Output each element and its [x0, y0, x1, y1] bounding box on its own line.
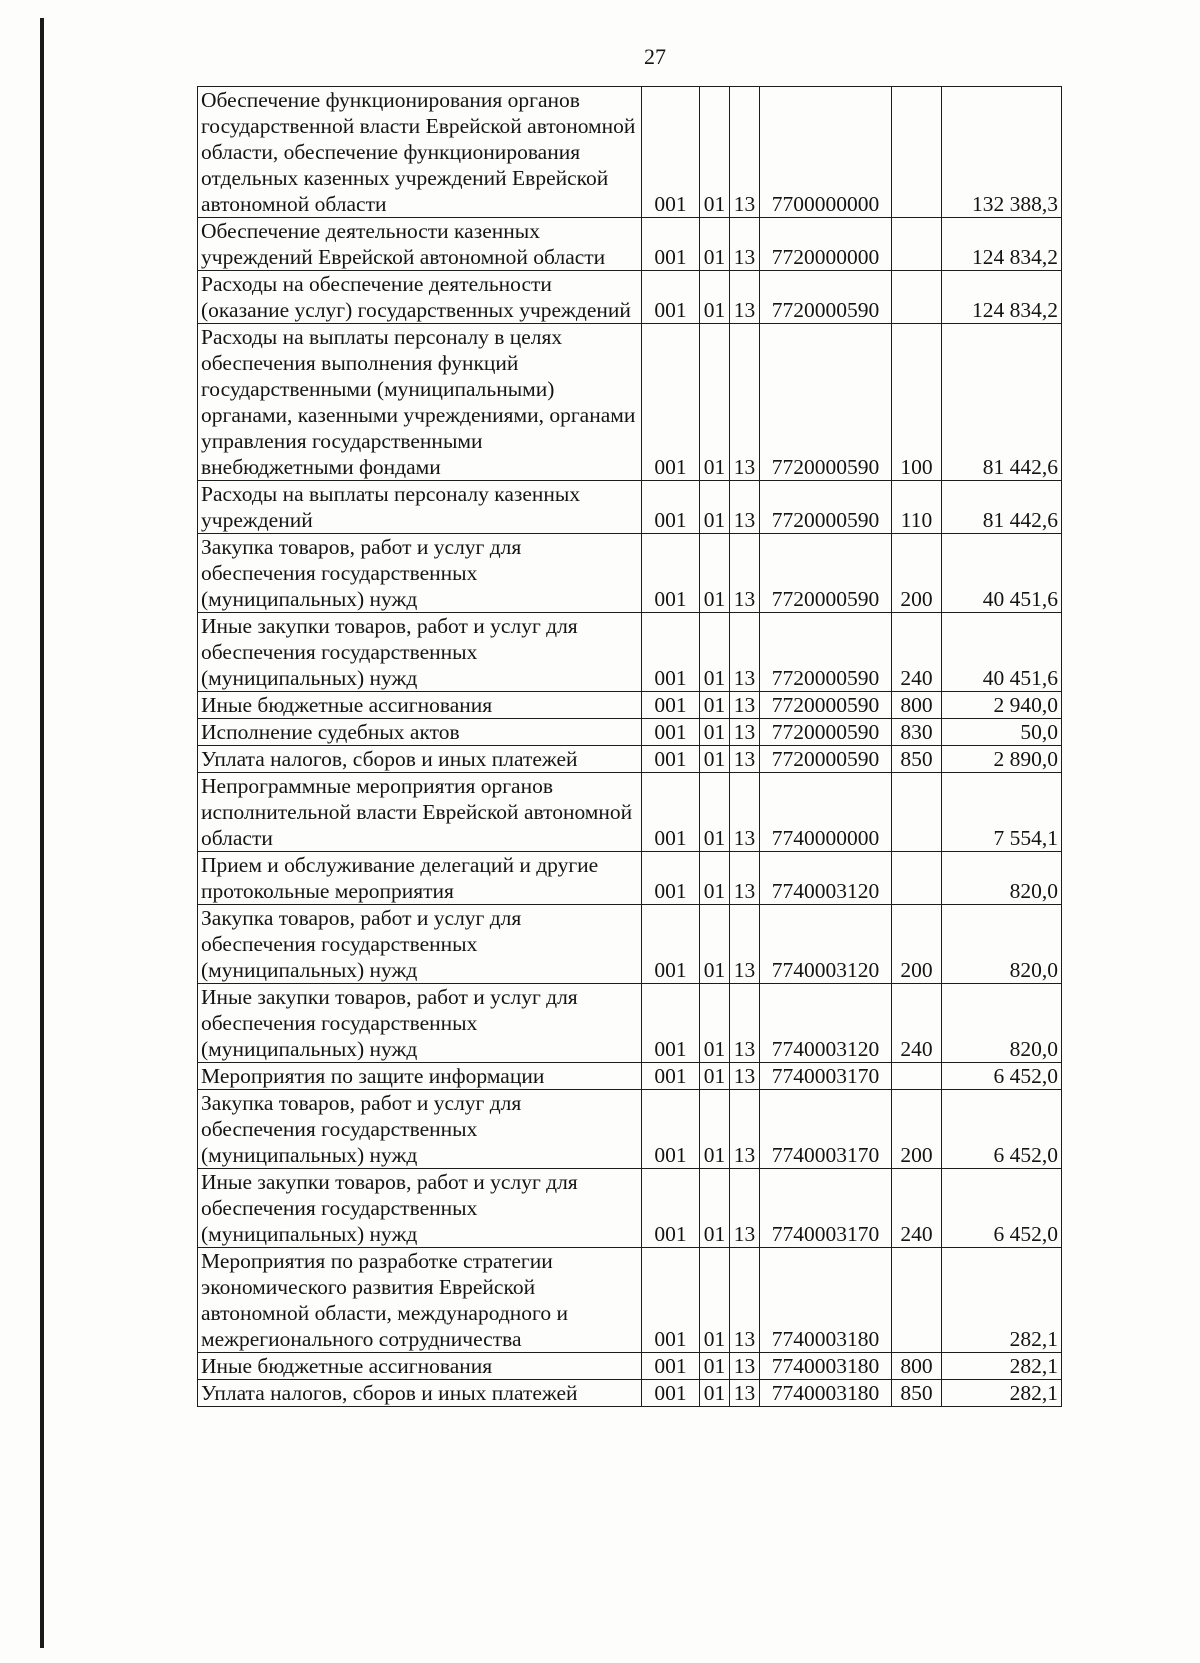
section-code-cell: 01 — [700, 481, 730, 534]
ministry-code-cell: 001 — [642, 534, 700, 613]
expense-type-code-cell — [892, 1063, 942, 1090]
amount-cell: 820,0 — [942, 984, 1062, 1063]
amount-cell: 820,0 — [942, 905, 1062, 984]
section-code-cell: 01 — [700, 692, 730, 719]
section-code-cell: 01 — [700, 773, 730, 852]
ministry-code-cell: 001 — [642, 481, 700, 534]
expense-type-code-cell: 240 — [892, 613, 942, 692]
table-row — [198, 1090, 1062, 1169]
section-code-cell: 01 — [700, 613, 730, 692]
subsection-code-cell: 13 — [730, 1169, 760, 1248]
amount-cell: 132 388,3 — [942, 87, 1062, 218]
target-article-code-cell: 7720000590 — [760, 271, 892, 324]
expense-type-code-cell: 800 — [892, 1353, 942, 1380]
section-code-cell: 01 — [700, 1090, 730, 1169]
table-row — [198, 1353, 1062, 1380]
row-name-cell: Закупка товаров, работ и услуг для обеспечения государственных (муниципальных) нужд — [198, 1090, 642, 1169]
section-code-cell: 01 — [700, 1248, 730, 1353]
ministry-code-cell: 001 — [642, 613, 700, 692]
budget-table — [197, 86, 1062, 1407]
expense-type-code-cell: 100 — [892, 324, 942, 481]
target-article-code-cell: 7740000000 — [760, 773, 892, 852]
row-name-cell: Обеспечение деятельности казенных учреждений Еврейской автономной области — [198, 218, 642, 271]
section-code-cell: 01 — [700, 1063, 730, 1090]
amount-cell: 40 451,6 — [942, 613, 1062, 692]
subsection-code-cell: 13 — [730, 746, 760, 773]
expense-type-code-cell — [892, 773, 942, 852]
amount-cell: 40 451,6 — [942, 534, 1062, 613]
target-article-code-cell: 7720000590 — [760, 746, 892, 773]
subsection-code-cell: 13 — [730, 852, 760, 905]
subsection-code-cell: 13 — [730, 773, 760, 852]
ministry-code-cell: 001 — [642, 1090, 700, 1169]
row-name-cell: Иные закупки товаров, работ и услуг для обеспечения государственных (муниципальных) нужд — [198, 984, 642, 1063]
table-row — [198, 746, 1062, 773]
target-article-code-cell: 7740003170 — [760, 1169, 892, 1248]
section-code-cell: 01 — [700, 852, 730, 905]
ministry-code-cell: 001 — [642, 692, 700, 719]
target-article-code-cell: 7740003170 — [760, 1063, 892, 1090]
expense-type-code-cell: 200 — [892, 534, 942, 613]
target-article-code-cell: 7720000590 — [760, 481, 892, 534]
amount-cell: 282,1 — [942, 1380, 1062, 1407]
ministry-code-cell: 001 — [642, 1063, 700, 1090]
target-article-code-cell: 7740003120 — [760, 905, 892, 984]
subsection-code-cell: 13 — [730, 1063, 760, 1090]
row-name-cell: Уплата налогов, сборов и иных платежей — [198, 746, 642, 773]
amount-cell: 6 452,0 — [942, 1169, 1062, 1248]
row-name-cell: Мероприятия по разработке стратегии экономического развития Еврейской автономной области, международного и межрегионального сотрудничества — [198, 1248, 642, 1353]
target-article-code-cell: 7720000590 — [760, 719, 892, 746]
expense-type-code-cell: 200 — [892, 905, 942, 984]
row-name-cell: Закупка товаров, работ и услуг для обеспечения государственных (муниципальных) нужд — [198, 534, 642, 613]
row-name-cell: Расходы на выплаты персоналу казенных учреждений — [198, 481, 642, 534]
table-row — [198, 271, 1062, 324]
target-article-code-cell: 7720000000 — [760, 218, 892, 271]
target-article-code-cell: 7740003120 — [760, 852, 892, 905]
ministry-code-cell: 001 — [642, 271, 700, 324]
amount-cell: 282,1 — [942, 1248, 1062, 1353]
expense-type-code-cell — [892, 852, 942, 905]
target-article-code-cell: 7740003180 — [760, 1248, 892, 1353]
amount-cell: 6 452,0 — [942, 1063, 1062, 1090]
amount-cell: 820,0 — [942, 852, 1062, 905]
row-name-cell: Непрограммные мероприятия органов исполнительной власти Еврейской автономной области — [198, 773, 642, 852]
expense-type-code-cell: 850 — [892, 746, 942, 773]
table-row — [198, 984, 1062, 1063]
row-name-cell: Исполнение судебных актов — [198, 719, 642, 746]
amount-cell: 7 554,1 — [942, 773, 1062, 852]
subsection-code-cell: 13 — [730, 905, 760, 984]
row-name-cell: Расходы на выплаты персоналу в целях обеспечения выполнения функций государственными (муниципальными) органами, казенными учреждениями, органами управления государственными внебюджетными фондами — [198, 324, 642, 481]
row-name-cell: Прием и обслуживание делегаций и другие протокольные мероприятия — [198, 852, 642, 905]
section-code-cell: 01 — [700, 1380, 730, 1407]
expense-type-code-cell: 830 — [892, 719, 942, 746]
row-name-cell: Обеспечение функционирования органов государственной власти Еврейской автономной области, обеспечение функционирования отдельных казенных учреждений Еврейской автономной области — [198, 87, 642, 218]
table-row — [198, 773, 1062, 852]
row-name-cell: Уплата налогов, сборов и иных платежей — [198, 1380, 642, 1407]
expense-type-code-cell — [892, 218, 942, 271]
target-article-code-cell: 7700000000 — [760, 87, 892, 218]
row-name-cell: Мероприятия по защите информации — [198, 1063, 642, 1090]
subsection-code-cell: 13 — [730, 984, 760, 1063]
section-code-cell: 01 — [700, 1353, 730, 1380]
ministry-code-cell: 001 — [642, 905, 700, 984]
section-code-cell: 01 — [700, 324, 730, 481]
ministry-code-cell: 001 — [642, 746, 700, 773]
ministry-code-cell: 001 — [642, 852, 700, 905]
expense-type-code-cell — [892, 1248, 942, 1353]
ministry-code-cell: 001 — [642, 719, 700, 746]
section-code-cell: 01 — [700, 534, 730, 613]
subsection-code-cell: 13 — [730, 481, 760, 534]
expense-type-code-cell: 110 — [892, 481, 942, 534]
row-name-cell: Закупка товаров, работ и услуг для обеспечения государственных (муниципальных) нужд — [198, 905, 642, 984]
subsection-code-cell: 13 — [730, 218, 760, 271]
ministry-code-cell: 001 — [642, 218, 700, 271]
subsection-code-cell: 13 — [730, 1090, 760, 1169]
subsection-code-cell: 13 — [730, 534, 760, 613]
ministry-code-cell: 001 — [642, 984, 700, 1063]
ministry-code-cell: 001 — [642, 1248, 700, 1353]
target-article-code-cell: 7720000590 — [760, 613, 892, 692]
table-row — [198, 481, 1062, 534]
subsection-code-cell: 13 — [730, 271, 760, 324]
section-code-cell: 01 — [700, 218, 730, 271]
row-name-cell: Расходы на обеспечение деятельности (оказание услуг) государственных учреждений — [198, 271, 642, 324]
subsection-code-cell: 13 — [730, 1248, 760, 1353]
expense-type-code-cell: 200 — [892, 1090, 942, 1169]
table-row — [198, 1248, 1062, 1353]
ministry-code-cell: 001 — [642, 87, 700, 218]
target-article-code-cell: 7740003180 — [760, 1380, 892, 1407]
row-name-cell: Иные бюджетные ассигнования — [198, 692, 642, 719]
target-article-code-cell: 7740003120 — [760, 984, 892, 1063]
budget-table-body — [198, 87, 1062, 1407]
scan-border-line — [40, 18, 44, 1648]
amount-cell: 81 442,6 — [942, 481, 1062, 534]
ministry-code-cell: 001 — [642, 324, 700, 481]
amount-cell: 2 940,0 — [942, 692, 1062, 719]
subsection-code-cell: 13 — [730, 324, 760, 481]
table-row — [198, 905, 1062, 984]
amount-cell: 124 834,2 — [942, 218, 1062, 271]
amount-cell: 124 834,2 — [942, 271, 1062, 324]
expense-type-code-cell: 800 — [892, 692, 942, 719]
ministry-code-cell: 001 — [642, 1353, 700, 1380]
table-row — [198, 1380, 1062, 1407]
table-row — [198, 692, 1062, 719]
section-code-cell: 01 — [700, 984, 730, 1063]
section-code-cell: 01 — [700, 87, 730, 218]
ministry-code-cell: 001 — [642, 1169, 700, 1248]
amount-cell: 282,1 — [942, 1353, 1062, 1380]
amount-cell: 81 442,6 — [942, 324, 1062, 481]
section-code-cell: 01 — [700, 1169, 730, 1248]
target-article-code-cell: 7720000590 — [760, 692, 892, 719]
table-row — [198, 852, 1062, 905]
row-name-cell: Иные закупки товаров, работ и услуг для обеспечения государственных (муниципальных) нужд — [198, 1169, 642, 1248]
target-article-code-cell: 7720000590 — [760, 324, 892, 481]
amount-cell: 6 452,0 — [942, 1090, 1062, 1169]
amount-cell: 2 890,0 — [942, 746, 1062, 773]
subsection-code-cell: 13 — [730, 1353, 760, 1380]
expense-type-code-cell: 240 — [892, 1169, 942, 1248]
subsection-code-cell: 13 — [730, 87, 760, 218]
subsection-code-cell: 13 — [730, 613, 760, 692]
expense-type-code-cell — [892, 271, 942, 324]
row-name-cell: Иные закупки товаров, работ и услуг для обеспечения государственных (муниципальных) нужд — [198, 613, 642, 692]
table-row — [198, 324, 1062, 481]
table-row — [198, 87, 1062, 218]
table-row — [198, 218, 1062, 271]
row-name-cell: Иные бюджетные ассигнования — [198, 1353, 642, 1380]
section-code-cell: 01 — [700, 905, 730, 984]
table-row — [198, 719, 1062, 746]
page-number: 27 — [644, 44, 666, 69]
table-row — [198, 613, 1062, 692]
subsection-code-cell: 13 — [730, 692, 760, 719]
section-code-cell: 01 — [700, 271, 730, 324]
expense-type-code-cell — [892, 87, 942, 218]
expense-type-code-cell: 240 — [892, 984, 942, 1063]
table-row — [198, 534, 1062, 613]
section-code-cell: 01 — [700, 719, 730, 746]
target-article-code-cell: 7740003170 — [760, 1090, 892, 1169]
expense-type-code-cell: 850 — [892, 1380, 942, 1407]
section-code-cell: 01 — [700, 746, 730, 773]
subsection-code-cell: 13 — [730, 719, 760, 746]
table-row — [198, 1169, 1062, 1248]
ministry-code-cell: 001 — [642, 1380, 700, 1407]
amount-cell: 50,0 — [942, 719, 1062, 746]
target-article-code-cell: 7720000590 — [760, 534, 892, 613]
target-article-code-cell: 7740003180 — [760, 1353, 892, 1380]
subsection-code-cell: 13 — [730, 1380, 760, 1407]
ministry-code-cell: 001 — [642, 773, 700, 852]
table-row — [198, 1063, 1062, 1090]
